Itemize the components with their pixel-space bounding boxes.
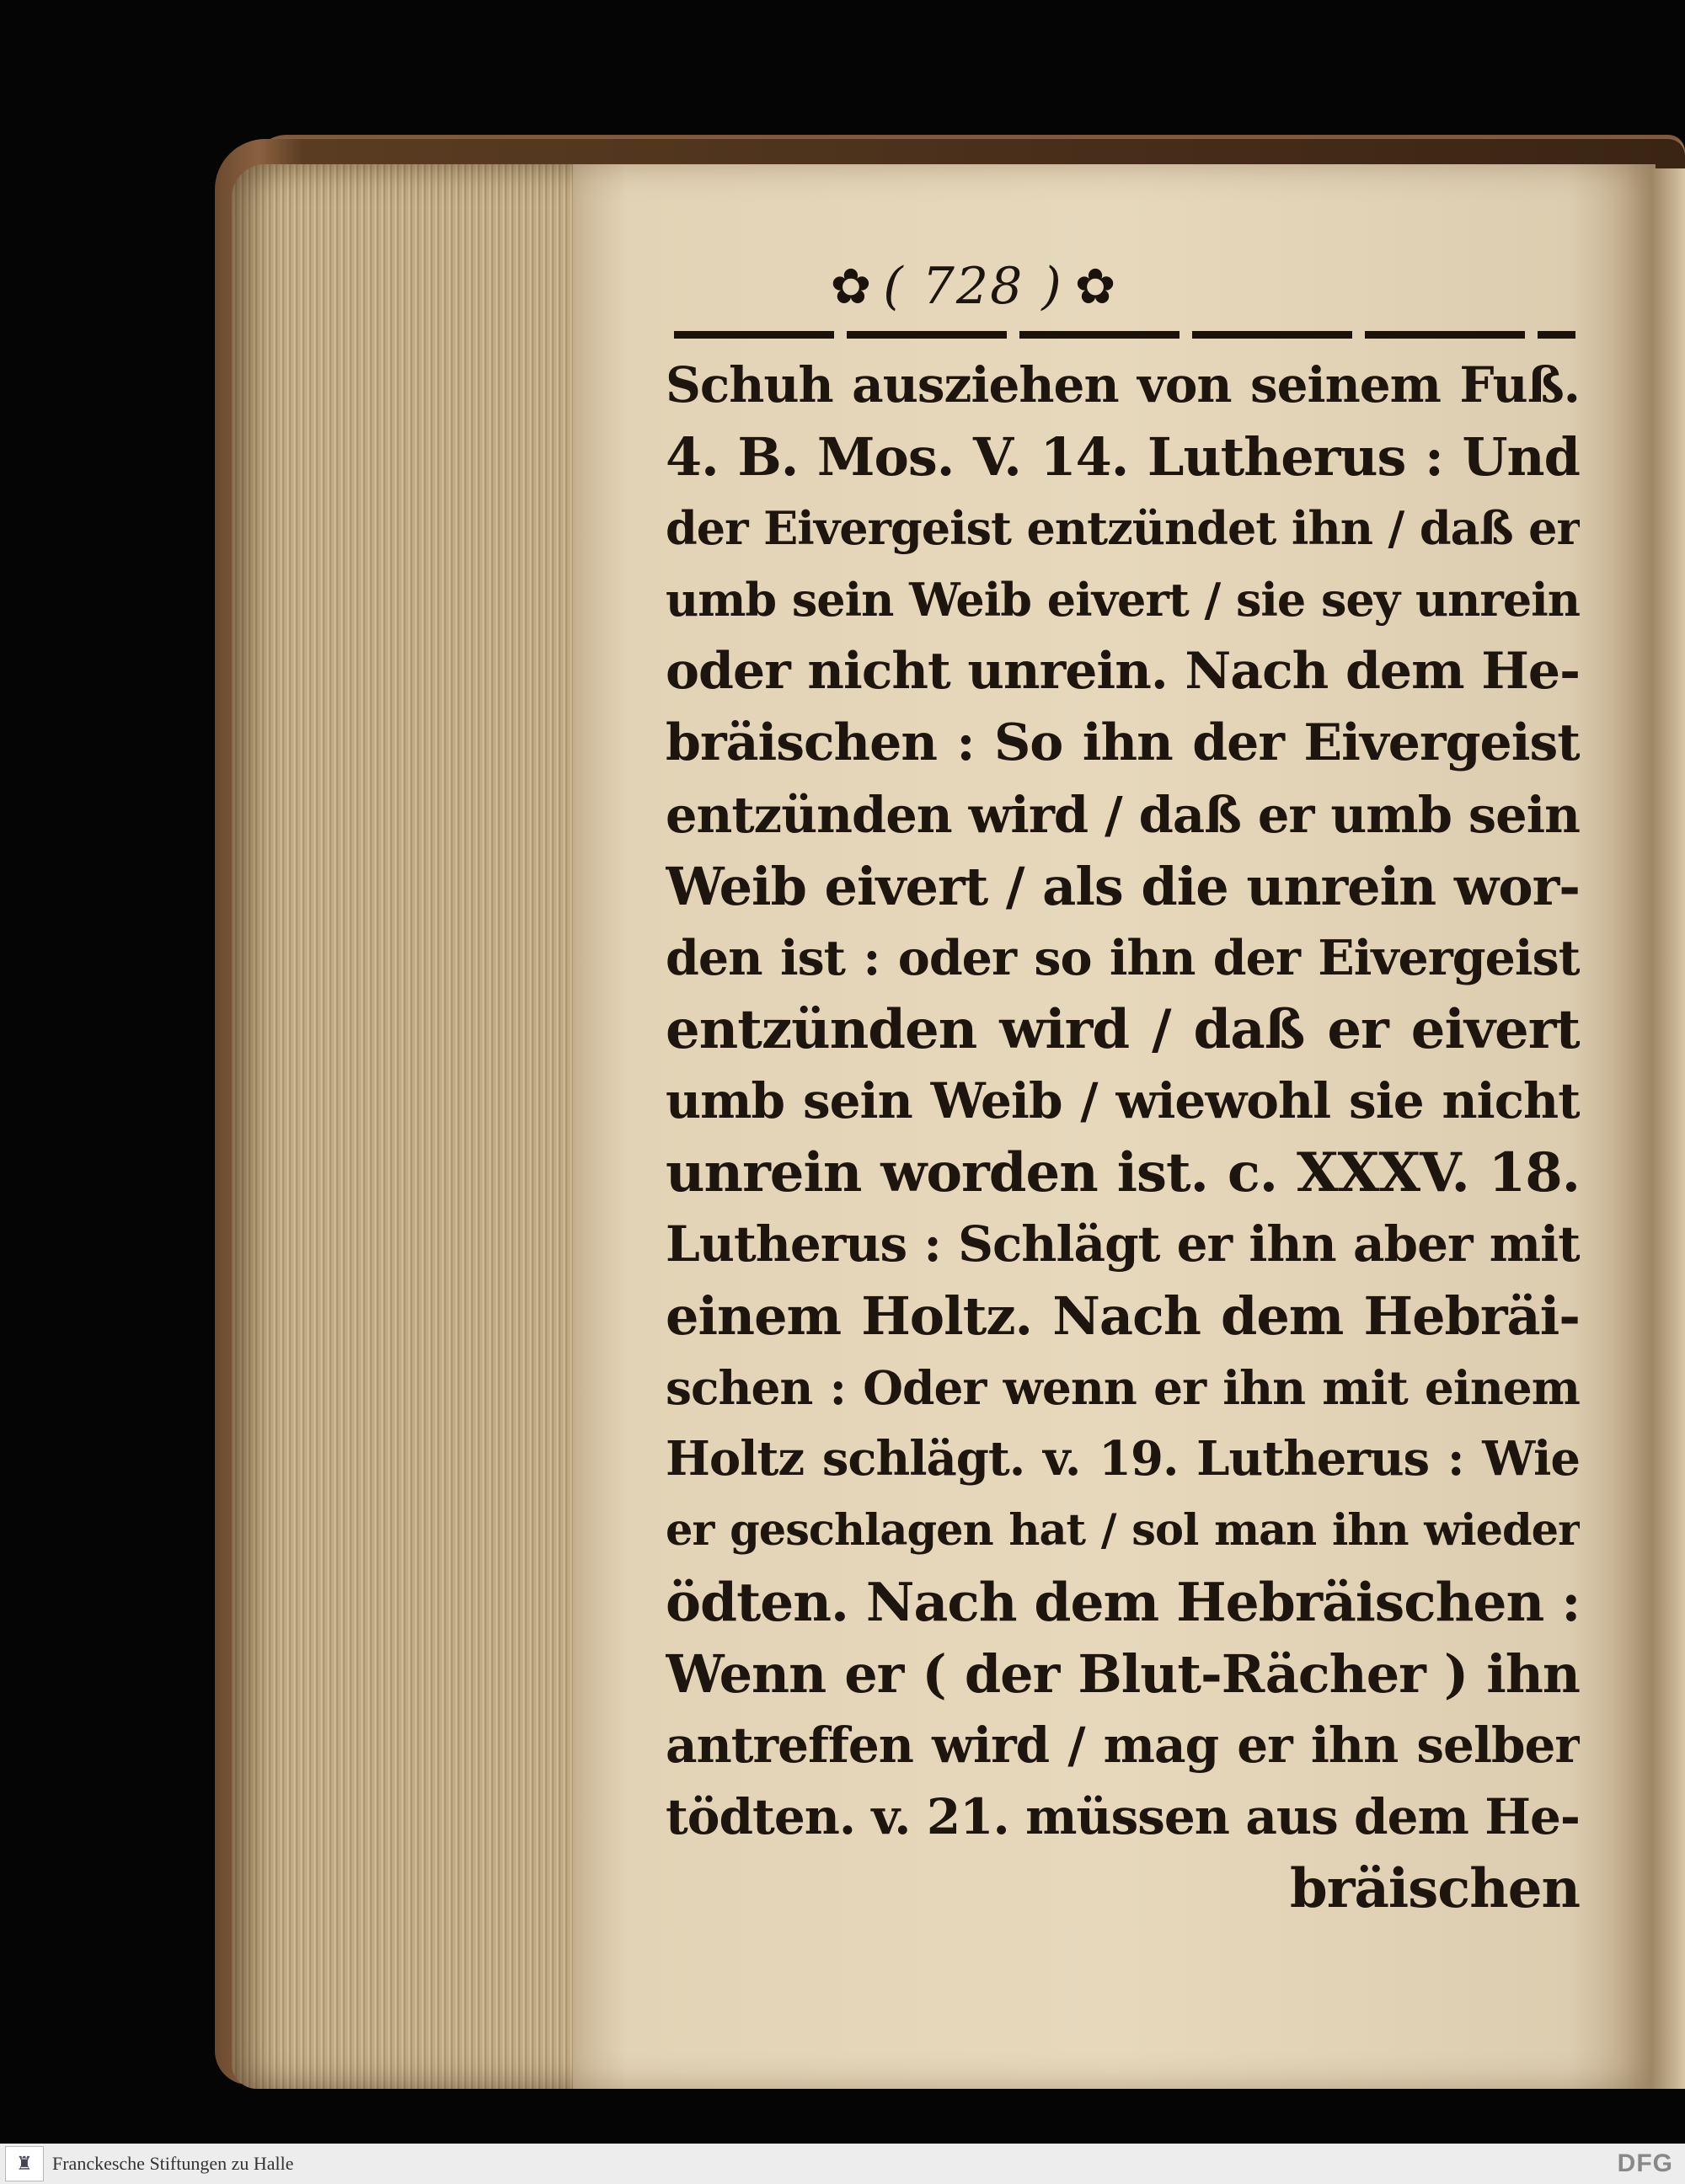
text-line: tödten. v. 21. müssen aus dem He-	[666, 1788, 1580, 1845]
text-line: unrein worden ist. c. XXXV. 18.	[666, 1141, 1580, 1204]
page-body-text	[666, 350, 1580, 1925]
text-line: entzünden wird / daß er umb sein	[666, 786, 1580, 844]
ornament-right-icon: ✿	[1074, 258, 1116, 315]
text-line: 4. B. Mos. V. 14. Lutherus : Und	[666, 426, 1580, 488]
catchword: bräischen	[1289, 1857, 1580, 1920]
text-line: schen : Oder wenn er ihn mit einem	[666, 1360, 1580, 1415]
text-line: ödten. Nach dem Hebräischen :	[666, 1571, 1580, 1633]
text-line: umb sein Weib / wiewohl sie nicht	[666, 1072, 1580, 1129]
text-line: der Eivergeist entzündet ihn / daß er	[666, 501, 1580, 555]
ornament-left-icon: ✿	[830, 258, 872, 315]
text-line: den ist : oder so ihn der Eivergeist	[666, 930, 1580, 986]
text-line: Wenn er ( der Blut-Rächer ) ihn	[666, 1643, 1580, 1705]
facing-page-edge	[1651, 168, 1685, 2089]
text-line: er geschlagen hat / sol man ihn wieder	[666, 1505, 1580, 1556]
text-line: einem Holtz. Nach dem Hebräi-	[666, 1285, 1580, 1347]
text-line: antreffen wird / mag er ihn selber	[666, 1717, 1580, 1774]
text-line: umb sein Weib eivert / sie sey unrein	[666, 573, 1580, 627]
text-line: Weib eivert / als die unrein wor-	[666, 856, 1580, 917]
institution-name: Franckesche Stiftungen zu Halle	[52, 2153, 294, 2174]
text-line: bräischen : So ihn der Eivergeist	[666, 713, 1580, 772]
header-rule	[674, 331, 1575, 339]
viewer-footer	[0, 2144, 1685, 2184]
page-number: ( 728 )	[883, 257, 1063, 316]
funder-logo: DFG	[1617, 2149, 1673, 2177]
page-header	[666, 253, 1281, 320]
text-line: Schuh ausziehen von seinem Fuß.	[666, 356, 1580, 414]
footer-branding	[0, 2146, 294, 2181]
text-line: Lutherus : Schlägt er ihn aber mit	[666, 1215, 1580, 1273]
institution-logo-icon: ♜	[5, 2146, 44, 2181]
text-line: Holtz schlägt. v. 19. Lutherus : Wie	[666, 1431, 1580, 1487]
page-edges	[232, 164, 586, 2089]
text-line: entzünden wird / daß er eivert	[666, 998, 1580, 1061]
text-line: oder nicht unrein. Nach dem He-	[666, 642, 1580, 701]
